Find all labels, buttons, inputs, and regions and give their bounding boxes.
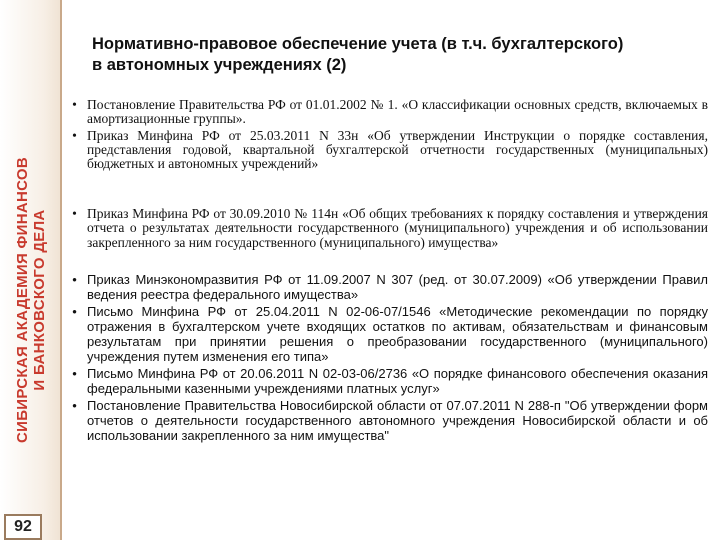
item-text: Письмо Минфина РФ от 25.04.2011 N 02-06-07/1546 «Методические рекомендации по порядку отражения в бухгалтерском учете входящих остатков по активам, обязательствам и финансовым результатам при принятии решения о преобразовании государственного (муниципального) учреждения путем изменения его типа» bbox=[87, 304, 708, 364]
list-item bbox=[62, 398, 708, 443]
org-name-line2: И БАНКОВСКОГО ДЕЛА bbox=[31, 209, 48, 391]
bullet-icon: • bbox=[72, 304, 77, 319]
bullet-icon: • bbox=[72, 97, 77, 112]
bullet-icon: • bbox=[72, 206, 77, 221]
list-item bbox=[62, 366, 708, 396]
page-number: 92 bbox=[4, 514, 42, 540]
list-item bbox=[62, 98, 708, 127]
list-item bbox=[62, 272, 708, 302]
list-item bbox=[62, 129, 708, 172]
item-text: Приказ Минфина РФ от 25.03.2011 N 33н «Об утверждении Инструкции о порядке составления, представления годовой, квартальной бухгалтерской отчетности государственных (муниципальных) бюджетных и автономных учреждений» bbox=[87, 127, 708, 172]
item-text: Постановление Правительства РФ от 01.01.2002 № 1. «О классификации основных средств, включаемых в амортизационные группы». bbox=[87, 97, 708, 127]
org-name-vertical bbox=[14, 157, 48, 443]
title-line1: Нормативно-правовое обеспечение учета (в т.ч. бухгалтерского) bbox=[92, 35, 624, 53]
item-text: Постановление Правительства Новосибирской области от 07.07.2011 N 288-п "Об утверждении форм отчетов о деятельности государственного автономного учреждения Новосибирской области и об использовании закрепленного за ним имущества" bbox=[87, 398, 708, 443]
bullet-list-sans bbox=[62, 272, 708, 443]
title-line2: в автономных учреждениях (2) bbox=[92, 56, 347, 74]
slide-title bbox=[92, 34, 692, 76]
item-text: Письмо Минфина РФ от 20.06.2011 N 02-03-06/2736 «О порядке финансового обеспечения оказания федеральными казенными учреждениями платных услуг» bbox=[87, 366, 708, 396]
bullet-icon: • bbox=[72, 272, 77, 287]
bullet-list-serif-2 bbox=[62, 207, 708, 250]
list-item bbox=[62, 207, 708, 250]
sidebar bbox=[0, 0, 62, 540]
org-name-line1: СИБИРСКАЯ АКАДЕМИЯ ФИНАНСОВ bbox=[14, 156, 31, 444]
bullet-icon: • bbox=[72, 398, 77, 413]
item-text: Приказ Минэкономразвития РФ от 11.09.2007 N 307 (ред. от 30.07.2009) «Об утверждении Правил ведения реестра федерального имущества» bbox=[87, 272, 708, 302]
item-text: Приказ Минфина РФ от 30.09.2010 № 114н «Об общих требованиях к порядку составления и утверждения отчета о результатах деятельности государственного (муниципального) учреждения и об использовании закрепленного за ним государственного (муниципального) имущества» bbox=[87, 206, 708, 250]
bullet-icon: • bbox=[72, 366, 77, 381]
bullet-list-serif bbox=[62, 98, 708, 171]
bullet-icon: • bbox=[72, 127, 77, 143]
list-item bbox=[62, 304, 708, 364]
sidebar-divider bbox=[60, 0, 62, 540]
